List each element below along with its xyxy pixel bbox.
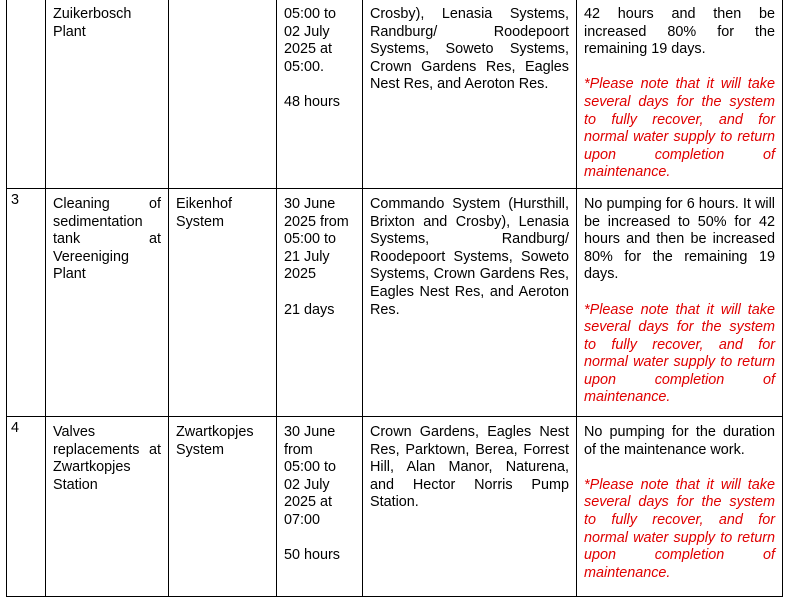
impact-cell: 42 hours and then be increased 80% for the remaining 19 days. *Please note that it will take several days for the system to fully recover, and for normal water supply to return upon completion of maintenance. xyxy=(577,0,783,188)
impact-cell: No pumping for the duration of the maintenance work. *Please note that it will take several days for the system to fully recover, and for normal water supply to return upon completion of maintenance. xyxy=(577,416,783,596)
affected-areas-cell: Crown Gardens, Eagles Nest Res, Parktown, Berea, Forrest Hill, Alan Manor, Naturena, and Hector Norris Pump Station. xyxy=(363,416,577,596)
affected-areas-cell: Commando System (Hursthill, Brixton and Crosby), Lenasia Systems, Randburg/ Roodepoort Systems, Soweto Systems, Crown Gardens Res, Eagles Nest Res, and Aeroton Res. xyxy=(363,188,577,416)
system-cell xyxy=(169,0,277,188)
duration-cell: 30 June 2025 from 05:00 to 21 July 2025 21 days xyxy=(277,188,363,416)
table-row xyxy=(7,416,783,596)
activity-cell: Valves replacements at Zwartkopjes Station xyxy=(46,416,169,596)
affected-areas-cell: Crosby), Lenasia Systems, Randburg/ Roodepoort Systems, Soweto Systems, Crown Gardens Res, Eagles Nest Res, and Aeroton Res. xyxy=(363,0,577,188)
recovery-note: *Please note that it will take several days for the system to fully recover, and for normal water supply to return upon completion of maintenance. xyxy=(584,301,775,406)
duration-total: 21 days xyxy=(284,301,335,318)
system-cell: Eikenhof System xyxy=(169,188,277,416)
row-number: 3 xyxy=(7,188,46,416)
table-row xyxy=(7,0,783,188)
duration-cell: 30 June from 05:00 to 02 July 2025 at 07:00 50 hours xyxy=(277,416,363,596)
table-row xyxy=(7,188,783,416)
duration-cell: 05:00 to 02 July 2025 at 05:00. 48 hours xyxy=(277,0,363,188)
duration-total: 50 hours xyxy=(284,547,341,564)
impact-cell: No pumping for 6 hours. It will be increased to 50% for 42 hours and then be increased 80% for the remaining 19 days. *Please note that it will take several days for the system to fully recover, and for normal water supply to return upon completion of maintenance. xyxy=(577,188,783,416)
system-cell: Zwartkopjes System xyxy=(169,416,277,596)
row-number: 4 xyxy=(7,416,46,596)
recovery-note: *Please note that it will take several days for the system to fully recover, and for normal water supply to return upon completion of maintenance. xyxy=(584,476,775,581)
activity-cell: Cleaning of sedimentation tank at Vereeniging Plant xyxy=(46,188,169,416)
recovery-note: *Please note that it will take several days for the system to fully recover, and for normal water supply to return upon completion of maintenance. xyxy=(584,76,775,181)
duration-total: 48 hours xyxy=(284,93,341,110)
row-number xyxy=(7,0,46,188)
activity-cell: Zuikerbosch Plant xyxy=(46,0,169,188)
maintenance-schedule-table xyxy=(6,0,783,597)
